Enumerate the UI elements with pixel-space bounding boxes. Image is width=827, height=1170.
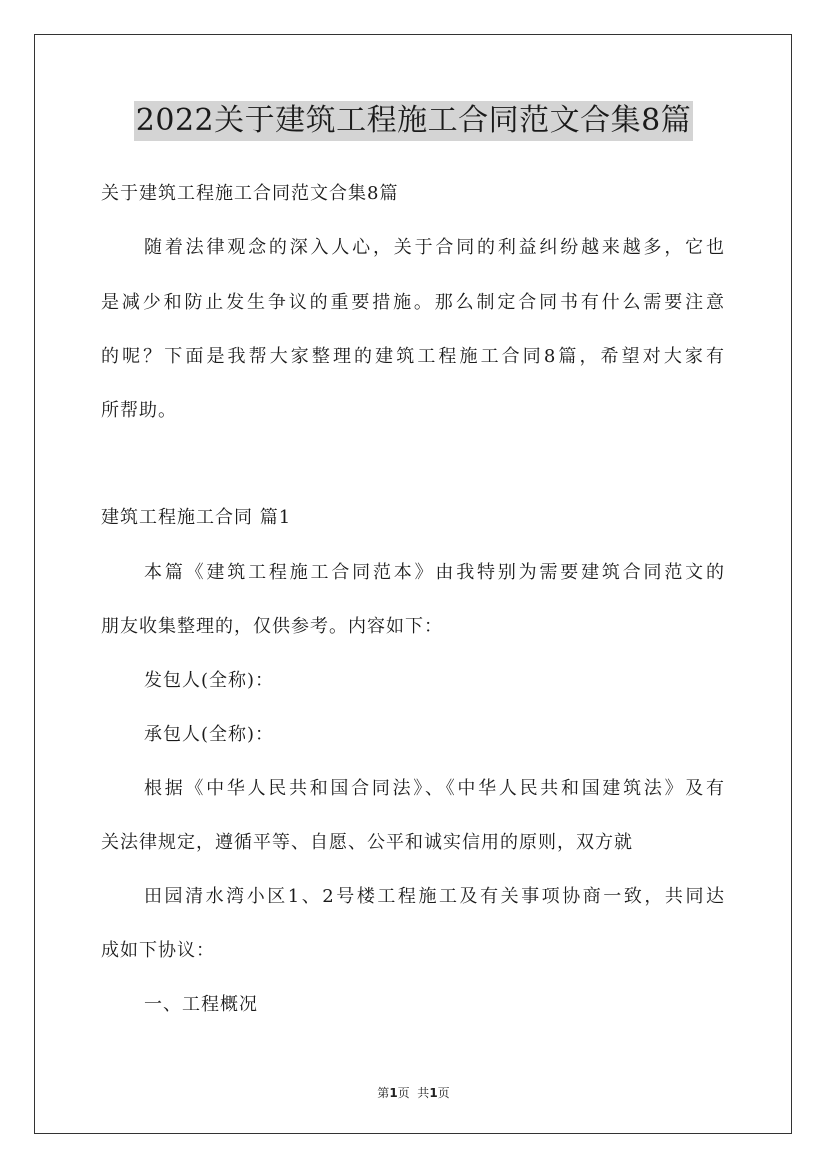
- footer-page-prefix: 第: [377, 1086, 390, 1100]
- footer-page-total: 1: [429, 1086, 438, 1100]
- document-title: [0, 100, 827, 141]
- section-heading: 建筑工程施工合同 篇1: [101, 507, 292, 528]
- page-footer: [0, 1085, 827, 1101]
- footer-page-current: 1: [389, 1086, 398, 1100]
- intro-line-3: 的呢？下面是我帮大家整理的建筑工程施工合同8篇，希望对大家有: [101, 346, 725, 367]
- footer-page-suffix: 页: [437, 1086, 450, 1100]
- body-line-7: 田园清水湾小区1、2号楼工程施工及有关事项协商一致，共同达: [144, 886, 725, 907]
- intro-line-1: 随着法律观念的深入人心，关于合同的利益纠纷越来越多，它也: [144, 237, 725, 258]
- document-title-text: 2022关于建筑工程施工合同范文合集8篇: [134, 101, 693, 141]
- body-line-8: 成如下协议：: [101, 940, 215, 961]
- party-a-line: 发包人(全称)：: [144, 670, 275, 691]
- body-line-5: 根据《中华人民共和国合同法》、《中华人民共和国建筑法》及有: [144, 778, 725, 799]
- document-subtitle: 关于建筑工程施工合同范文合集8篇: [101, 183, 399, 204]
- party-b-line: 承包人(全称)：: [144, 724, 275, 745]
- intro-line-2: 是减少和防止发生争议的重要措施。那么制定合同书有什么需要注意: [101, 292, 725, 313]
- body-line-2: 朋友收集整理的，仅供参考。内容如下：: [101, 616, 443, 637]
- body-line-6: 关法律规定，遵循平等、自愿、公平和诚实信用的原则，双方就: [101, 832, 633, 853]
- footer-page-mid: 页 共: [397, 1086, 430, 1100]
- intro-line-4: 所帮助。: [101, 400, 177, 421]
- clause-1-heading: 一、工程概况: [144, 994, 258, 1015]
- body-line-1: 本篇《建筑工程施工合同范本》由我特别为需要建筑合同范文的: [144, 562, 725, 583]
